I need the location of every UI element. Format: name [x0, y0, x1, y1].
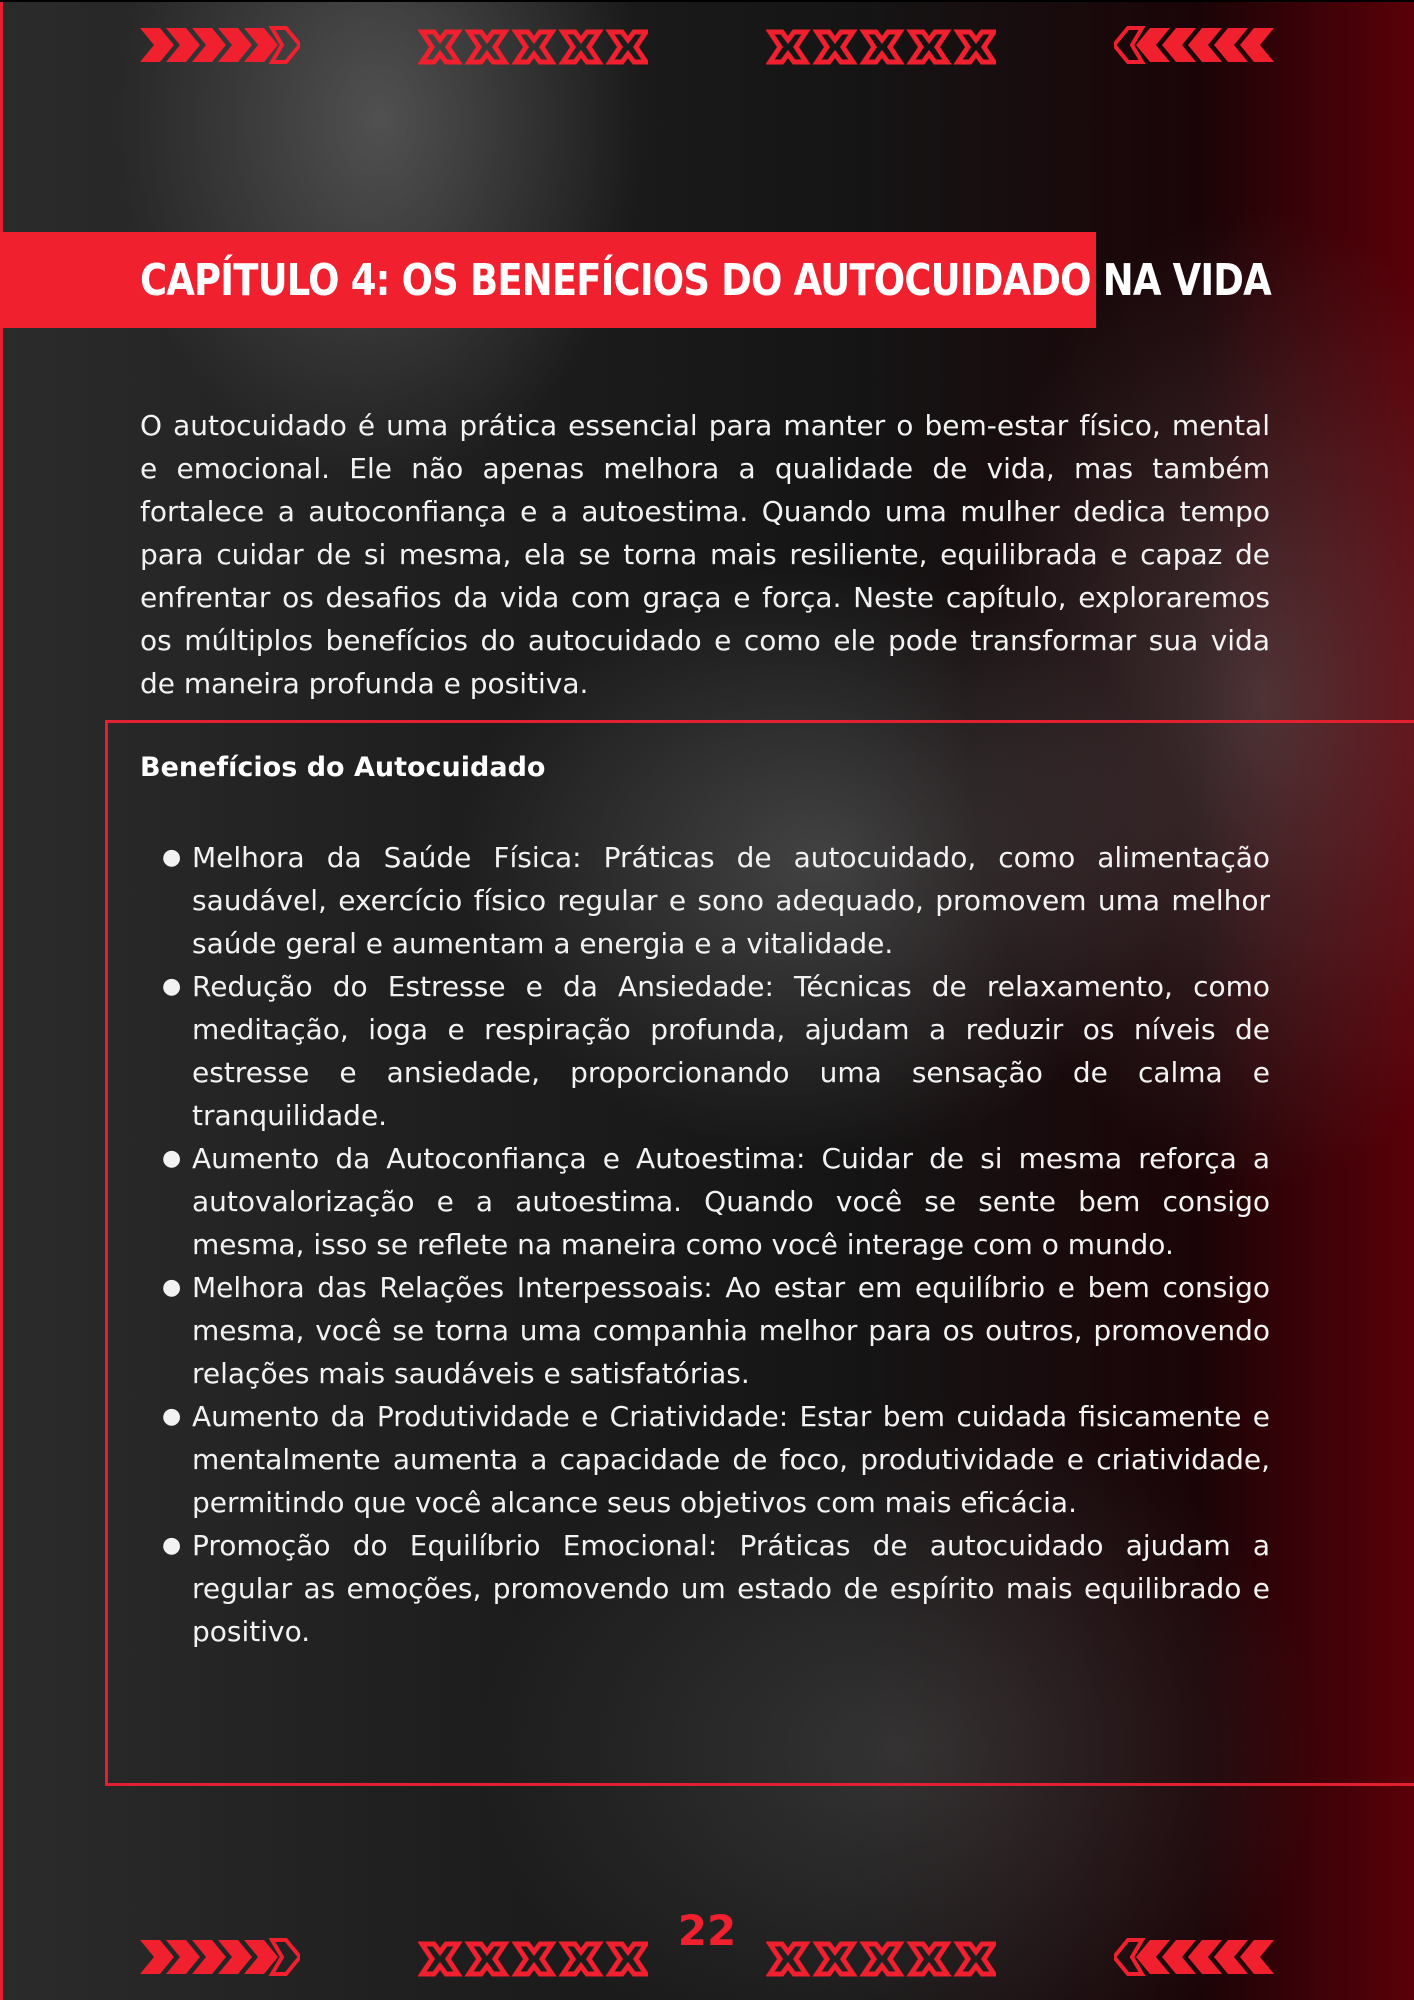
chevrons-right-icon [140, 26, 300, 64]
chevrons-right-icon [140, 1938, 300, 1976]
list-item: ● Aumento da Produtividade e Criatividade: Estar bem cuidada fisicamente e mentalmente aumenta a capacidade de foco, produtividade e criatividade, permitindo que você alcance seus objetivos com mais eficácia. [140, 1395, 1270, 1524]
bullet-icon: ● [162, 1533, 182, 1558]
list-item: ● Redução do Estresse e da Ansiedade: Técnicas de relaxamento, como meditação, ioga e respiração profunda, ajudam a reduzir os níveis de estresse e ansiedade, proporcionando uma sensação de calma e tranquilidade. [140, 965, 1270, 1137]
bullet-icon: ● [162, 845, 182, 870]
x-marks-icon [766, 28, 996, 66]
title-banner [0, 232, 1271, 328]
intro-paragraph: O autocuidado é uma prática essencial para manter o bem-estar físico, mental e emocional. Ele não apenas melhora a qualidade de vida, mas também fortalece a autoconfiança e a autoestima. Quando uma mulher dedica tempo para cuidar de si mesma, ela se torna mais resiliente, equilibrada e capaz de enfrentar os desafios da vida com graça e força. Neste capítulo, exploraremos os múltiplos benefícios do autocuidado e como ele pode transformar sua vida de maneira profunda e positiva. [140, 409, 1270, 700]
x-marks-icon [418, 28, 648, 66]
top-edge-line [0, 0, 1414, 2]
chevrons-left-icon [1114, 26, 1274, 64]
benefits-heading: Benefícios do Autocuidado [140, 752, 546, 783]
list-item: ● Melhora da Saúde Física: Práticas de autocuidado, como alimentação saudável, exercício físico regular e sono adequado, promovem uma melhor saúde geral e aumentam a energia e a vitalidade. [140, 836, 1270, 965]
bullet-icon: ● [162, 1275, 182, 1300]
list-item: ● Melhora das Relações Interpessoais: Ao estar em equilíbrio e bem consigo mesma, você se torna uma companhia melhor para os outros, promovendo relações mais saudáveis e satisfatórias. [140, 1266, 1270, 1395]
x-marks-icon [766, 1940, 996, 1978]
chevrons-left-icon [1114, 1938, 1274, 1976]
bullet-icon: ● [162, 1404, 182, 1429]
x-marks-icon [418, 1940, 648, 1978]
page-title: CAPÍTULO 4: OS BENEFÍCIOS DO AUTOCUIDADO NA VIDA [140, 254, 1271, 306]
benefits-list [140, 836, 1270, 1653]
list-item: ● Promoção do Equilíbrio Emocional: Práticas de autocuidado ajudam a regular as emoções, promovendo um estado de espírito mais equilibrado e positivo. [140, 1524, 1270, 1653]
list-item: ● Aumento da Autoconfiança e Autoestima: Cuidar de si mesma reforça a autovalorização e a autoestima. Quando você se sente bem consigo mesma, isso se reflete na maneira como você interage com o mundo. [140, 1137, 1270, 1266]
bullet-icon: ● [162, 1146, 182, 1171]
page-number: 22 [677, 1906, 737, 1955]
bullet-icon: ● [162, 974, 182, 999]
